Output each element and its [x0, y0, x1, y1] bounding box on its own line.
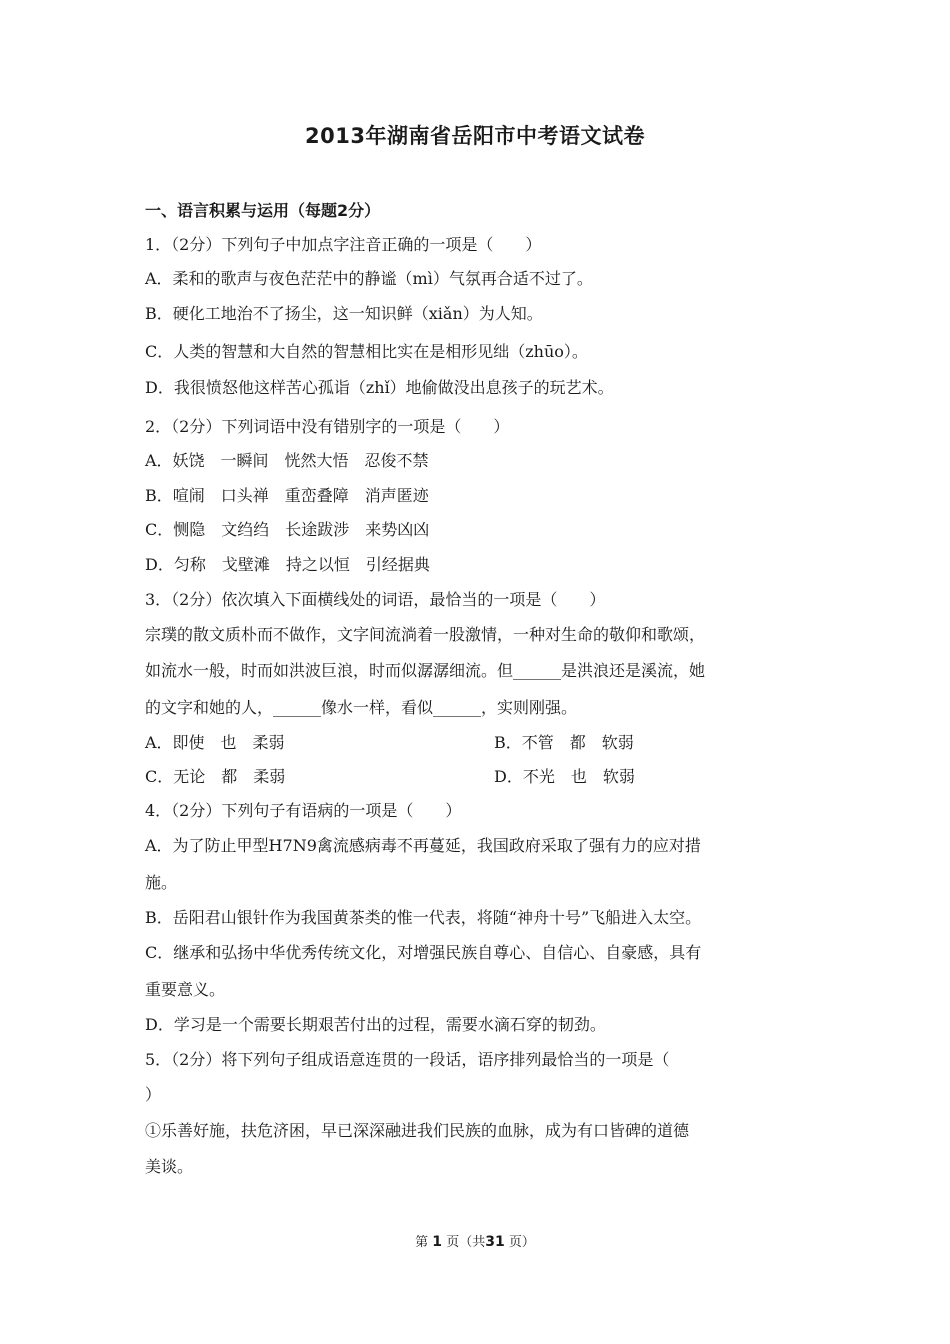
question-4-option-c: C．继承和弘扬中华优秀传统文化，对增强民族自尊心、自信心、自豪感，具有	[145, 943, 702, 962]
question-3-passage-line: 如流水一般，时而如洪波巨浪，时而似潺潺细流。但______是洪浪还是溪流，她	[145, 661, 706, 680]
question-4-option-d: D．学习是一个需要长期艰苦付出的过程，需要水滴石穿的韧劲。	[145, 1015, 606, 1034]
question-3-option-a: A．即使 也 柔弱	[145, 733, 285, 752]
question-4-option-a: A．为了防止甲型H7N9禽流感病毒不再蔓延，我国政府采取了强有力的应对措	[145, 836, 701, 855]
footer-prefix: 第	[415, 1235, 429, 1250]
page-total: 31	[485, 1234, 505, 1250]
question-4-option-c-cont: 重要意义。	[145, 980, 226, 999]
question-1-option-c: C．人类的智慧和大自然的智慧相比实在是相形见绌（zhūo）。	[145, 342, 588, 361]
question-5-sentence-1-cont: 美谈。	[145, 1157, 194, 1176]
question-3-stem: 3．（2分）依次填入下面横线处的词语，最恰当的一项是（ ）	[145, 590, 606, 609]
question-4-option-b: B．岳阳君山银针作为我国黄茶类的惟一代表，将随“神舟十号”飞船进入太空。	[145, 908, 702, 927]
question-5-stem: 5．（2分）将下列句子组成语意连贯的一段话，语序排列最恰当的一项是（	[145, 1050, 670, 1069]
question-2-stem: 2．（2分）下列词语中没有错别字的一项是（ ）	[145, 417, 510, 436]
page-number: 1	[432, 1234, 443, 1250]
question-2-option-a: A．妖饶 一瞬间 恍然大悟 忍俊不禁	[145, 451, 429, 470]
question-3-option-c: C．无论 都 柔弱	[145, 767, 286, 786]
question-1-option-d: D．我很愤怒他这样苦心孤诣（zhǐ）地偷做没出息孩子的玩艺术。	[145, 378, 614, 397]
question-1-option-a: A．柔和的歌声与夜色茫茫中的静谧（mì）气氛再合适不过了。	[145, 269, 593, 288]
footer-middle: 页（共	[446, 1235, 486, 1250]
question-3-option-b: B．不管 都 软弱	[494, 733, 634, 752]
question-3-passage-line: 宗璞的散文质朴而不做作，文字间流淌着一股激情，一种对生命的敬仰和歌颂，	[145, 625, 706, 644]
question-2-option-c: C．恻隐 文绉绉 长途跋涉 来势凶凶	[145, 520, 430, 539]
question-4-option-a-cont: 施。	[145, 873, 178, 892]
question-4-stem: 4．（2分）下列句子有语病的一项是（ ）	[145, 801, 462, 820]
question-1-stem: 1．（2分）下列句子中加点字注音正确的一项是（ ）	[145, 235, 542, 254]
question-2-option-d: D．匀称 戈壁滩 持之以恒 引经据典	[145, 555, 430, 574]
question-3-option-d: D．不光 也 软弱	[494, 767, 635, 786]
question-5-stem-cont: ）	[145, 1085, 162, 1104]
question-5-sentence-1: ①乐善好施，扶危济困，早已深深融进我们民族的血脉，成为有口皆碑的道德	[145, 1121, 690, 1140]
question-2-option-b: B．喧闹 口头禅 重峦叠障 消声匿迹	[145, 486, 429, 505]
footer-suffix: 页）	[508, 1235, 535, 1250]
section-heading: 一、语言积累与运用（每题2分）	[145, 201, 381, 220]
question-3-passage-line: 的文字和她的人，______像水一样，看似______，实则刚强。	[145, 698, 578, 717]
page-footer	[0, 1231, 950, 1250]
question-1-option-b: B．硬化工地治不了扬尘，这一知识鲜（xiǎn）为人知。	[145, 304, 543, 323]
page-title: 2013年湖南省岳阳市中考语文试卷	[305, 124, 645, 148]
